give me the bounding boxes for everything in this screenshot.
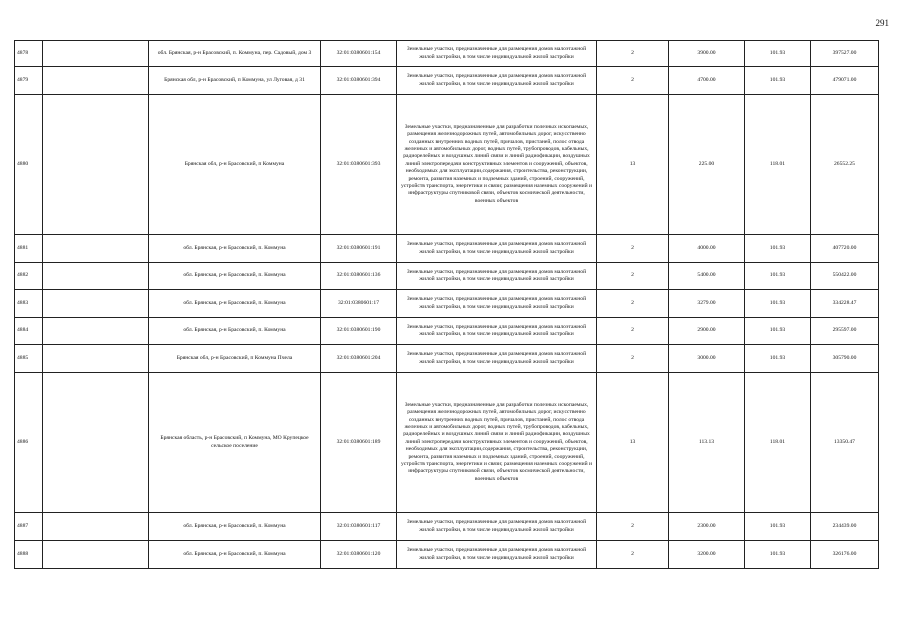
address-cell: обл. Брянская, р-н Брасовский, п. Коммуна — [149, 263, 321, 290]
spacer-cell — [43, 318, 149, 345]
row-number: 4884 — [15, 318, 43, 345]
land-registry-table — [14, 40, 879, 569]
table-row — [15, 345, 879, 373]
cadastral-number-cell: 32:01:0380601:17 — [321, 290, 397, 318]
cadastral-number-cell: 32:01:0380601:154 — [321, 41, 397, 67]
address-cell: обл. Брянская, р-н Брасовский, п. Коммуна — [149, 235, 321, 263]
row-number: 4887 — [15, 513, 43, 541]
rate-cell: 101.93 — [745, 345, 811, 373]
cadastral-number-cell: 32:01:0380601:191 — [321, 235, 397, 263]
cadastral-value-cell: 26552.25 — [811, 95, 879, 235]
category-cell: 13 — [597, 95, 669, 235]
cadastral-value-cell: 305790.00 — [811, 345, 879, 373]
table-row — [15, 290, 879, 318]
rate-cell: 101.93 — [745, 235, 811, 263]
address-cell: Брянская обл, р-н Брасовский, п Коммуна Пчела — [149, 345, 321, 373]
row-number: 4885 — [15, 345, 43, 373]
area-cell: 4700.00 — [669, 67, 745, 95]
address-cell: Брянская область, р-н Брасовский, п Коммуна, МО Крупецкое сельское поселение — [149, 373, 321, 513]
cadastral-value-cell: 13350.47 — [811, 373, 879, 513]
row-number: 4881 — [15, 235, 43, 263]
land-use-cell: Земельные участки, предназначенные для размещения домов малоэтажной жилой застройки, в том числе индивидуальной жилой застройки — [397, 67, 597, 95]
rate-cell: 118.01 — [745, 373, 811, 513]
rate-cell: 101.93 — [745, 290, 811, 318]
table-row — [15, 318, 879, 345]
row-number: 4880 — [15, 95, 43, 235]
land-use-cell: Земельные участки, предназначенные для размещения домов малоэтажной жилой застройки, в том числе индивидуальной жилой застройки — [397, 541, 597, 569]
address-cell: обл. Брянская, р-н Брасовский, п. Коммуна — [149, 541, 321, 569]
rate-cell: 101.93 — [745, 541, 811, 569]
land-use-cell: Земельные участки, предназначенные для размещения домов малоэтажной жилой застройки, в том числе индивидуальной жилой застройки — [397, 41, 597, 67]
area-cell: 2300.00 — [669, 513, 745, 541]
land-use-cell: Земельные участки, предназначенные для размещения домов малоэтажной жилой застройки, в том числе индивидуальной жилой застройки — [397, 513, 597, 541]
cadastral-value-cell: 334228.47 — [811, 290, 879, 318]
table-row — [15, 513, 879, 541]
spacer-cell — [43, 95, 149, 235]
cadastral-number-cell: 32:01:0380601:120 — [321, 541, 397, 569]
area-cell: 5400.00 — [669, 263, 745, 290]
cadastral-number-cell: 32:01:0380601:190 — [321, 318, 397, 345]
row-number: 4883 — [15, 290, 43, 318]
category-cell: 2 — [597, 290, 669, 318]
cadastral-number-cell: 32:01:0380601:393 — [321, 95, 397, 235]
address-cell: Брянская обл, р-н Брасовский, п Коммуна, ул Луговая, д 31 — [149, 67, 321, 95]
land-use-cell: Земельные участки, предназначенные для размещения домов малоэтажной жилой застройки, в том числе индивидуальной жилой застройки — [397, 345, 597, 373]
address-cell: обл. Брянская, р-н Брасовский, п. Коммуна, пер. Садовый, дом 3 — [149, 41, 321, 67]
spacer-cell — [43, 41, 149, 67]
spacer-cell — [43, 263, 149, 290]
area-cell: 3200.00 — [669, 541, 745, 569]
spacer-cell — [43, 373, 149, 513]
address-cell: Брянская обл, р-н Брасовский, п Коммуна — [149, 95, 321, 235]
land-use-cell: Земельные участки, предназначенные для размещения домов малоэтажной жилой застройки, в том числе индивидуальной жилой застройки — [397, 318, 597, 345]
land-use-cell: Земельные участки, предназначенные для размещения домов малоэтажной жилой застройки, в том числе индивидуальной жилой застройки — [397, 235, 597, 263]
area-cell: 113.13 — [669, 373, 745, 513]
rate-cell: 101.93 — [745, 318, 811, 345]
land-use-cell: Земельные участки, предназначенные для размещения домов малоэтажной жилой застройки, в том числе индивидуальной жилой застройки — [397, 263, 597, 290]
cadastral-value-cell: 234439.00 — [811, 513, 879, 541]
category-cell: 2 — [597, 41, 669, 67]
row-number: 4879 — [15, 67, 43, 95]
cadastral-number-cell: 32:01:0380601:189 — [321, 373, 397, 513]
category-cell: 2 — [597, 318, 669, 345]
spacer-cell — [43, 290, 149, 318]
cadastral-value-cell: 397527.00 — [811, 41, 879, 67]
cadastral-number-cell: 32:01:0380601:136 — [321, 263, 397, 290]
cadastral-number-cell: 32:01:0380601:394 — [321, 67, 397, 95]
cadastral-value-cell: 550422.00 — [811, 263, 879, 290]
cadastral-number-cell: 32:01:0380601:204 — [321, 345, 397, 373]
cadastral-value-cell: 407720.00 — [811, 235, 879, 263]
area-cell: 3900.00 — [669, 41, 745, 67]
cadastral-value-cell: 295597.00 — [811, 318, 879, 345]
category-cell: 13 — [597, 373, 669, 513]
cadastral-number-cell: 32:01:0380601:117 — [321, 513, 397, 541]
address-cell: обл. Брянская, р-н Брасовский, п. Коммуна — [149, 318, 321, 345]
land-use-cell: Земельные участки, предназначенные для разработки полезных ископаемых, размещения железнодорожных путей, автомобильных дорог, искусственно созданных внутренних водных путей, причалов, пристаней, полос отвода железных и автомобильных дорог, водных путей, трубопроводов, кабельных, радиорелейных и воздушных линий связи и линий радиофикации, воздушных линий электропередачи конструктивных элементов и сооружений, объектов, необходимых для эксплуатации,содержания, строительства, реконструкции, ремонта, развития наземных и подземных зданий, строений, сооружений, устройств транспорта, энергетики и связи; размещения наземных сооружений и инфраструктуры спутниковой связи, объектов космической деятельности, военных объектов — [397, 95, 597, 235]
land-use-cell: Земельные участки, предназначенные для разработки полезных ископаемых, размещения железнодорожных путей, автомобильных дорог, искусственно созданных внутренних водных путей, причалов, пристаней, полос отвода железных и автомобильных дорог, водных путей, трубопроводов, кабельных, радиорелейных и воздушных линий связи и линий радиофикации, воздушных линий электропередачи конструктивных элементов и сооружений, объектов, необходимых для эксплуатации,содержания, строительства, реконструкции, ремонта, развития наземных и подземных зданий, строений, сооружений, устройств транспорта, энергетики и связи; размещения наземных сооружений и инфраструктуры спутниковой связи, объектов космической деятельности, военных объектов — [397, 373, 597, 513]
area-cell: 3279.00 — [669, 290, 745, 318]
page-number: 291 — [875, 18, 889, 28]
rate-cell: 101.93 — [745, 513, 811, 541]
table-row — [15, 235, 879, 263]
land-use-cell: Земельные участки, предназначенные для размещения домов малоэтажной жилой застройки, в том числе индивидуальной жилой застройки — [397, 290, 597, 318]
category-cell: 2 — [597, 67, 669, 95]
cadastral-value-cell: 479071.00 — [811, 67, 879, 95]
table-row — [15, 41, 879, 67]
address-cell: обл. Брянская, р-н Брасовский, п. Коммуна — [149, 513, 321, 541]
row-number: 4882 — [15, 263, 43, 290]
spacer-cell — [43, 541, 149, 569]
spacer-cell — [43, 67, 149, 95]
table-row — [15, 541, 879, 569]
category-cell: 2 — [597, 235, 669, 263]
row-number: 4878 — [15, 41, 43, 67]
table-row — [15, 95, 879, 235]
row-number: 4886 — [15, 373, 43, 513]
area-cell: 225.00 — [669, 95, 745, 235]
table-row — [15, 263, 879, 290]
rate-cell: 101.93 — [745, 263, 811, 290]
rate-cell: 101.93 — [745, 41, 811, 67]
area-cell: 2900.00 — [669, 318, 745, 345]
rate-cell: 118.01 — [745, 95, 811, 235]
spacer-cell — [43, 513, 149, 541]
area-cell: 3000.00 — [669, 345, 745, 373]
category-cell: 2 — [597, 541, 669, 569]
table-row — [15, 373, 879, 513]
table-row — [15, 67, 879, 95]
category-cell: 2 — [597, 513, 669, 541]
address-cell: обл. Брянская, р-н Брасовский, п. Коммуна — [149, 290, 321, 318]
category-cell: 2 — [597, 263, 669, 290]
category-cell: 2 — [597, 345, 669, 373]
cadastral-value-cell: 326176.00 — [811, 541, 879, 569]
spacer-cell — [43, 235, 149, 263]
row-number: 4888 — [15, 541, 43, 569]
rate-cell: 101.93 — [745, 67, 811, 95]
spacer-cell — [43, 345, 149, 373]
area-cell: 4000.00 — [669, 235, 745, 263]
